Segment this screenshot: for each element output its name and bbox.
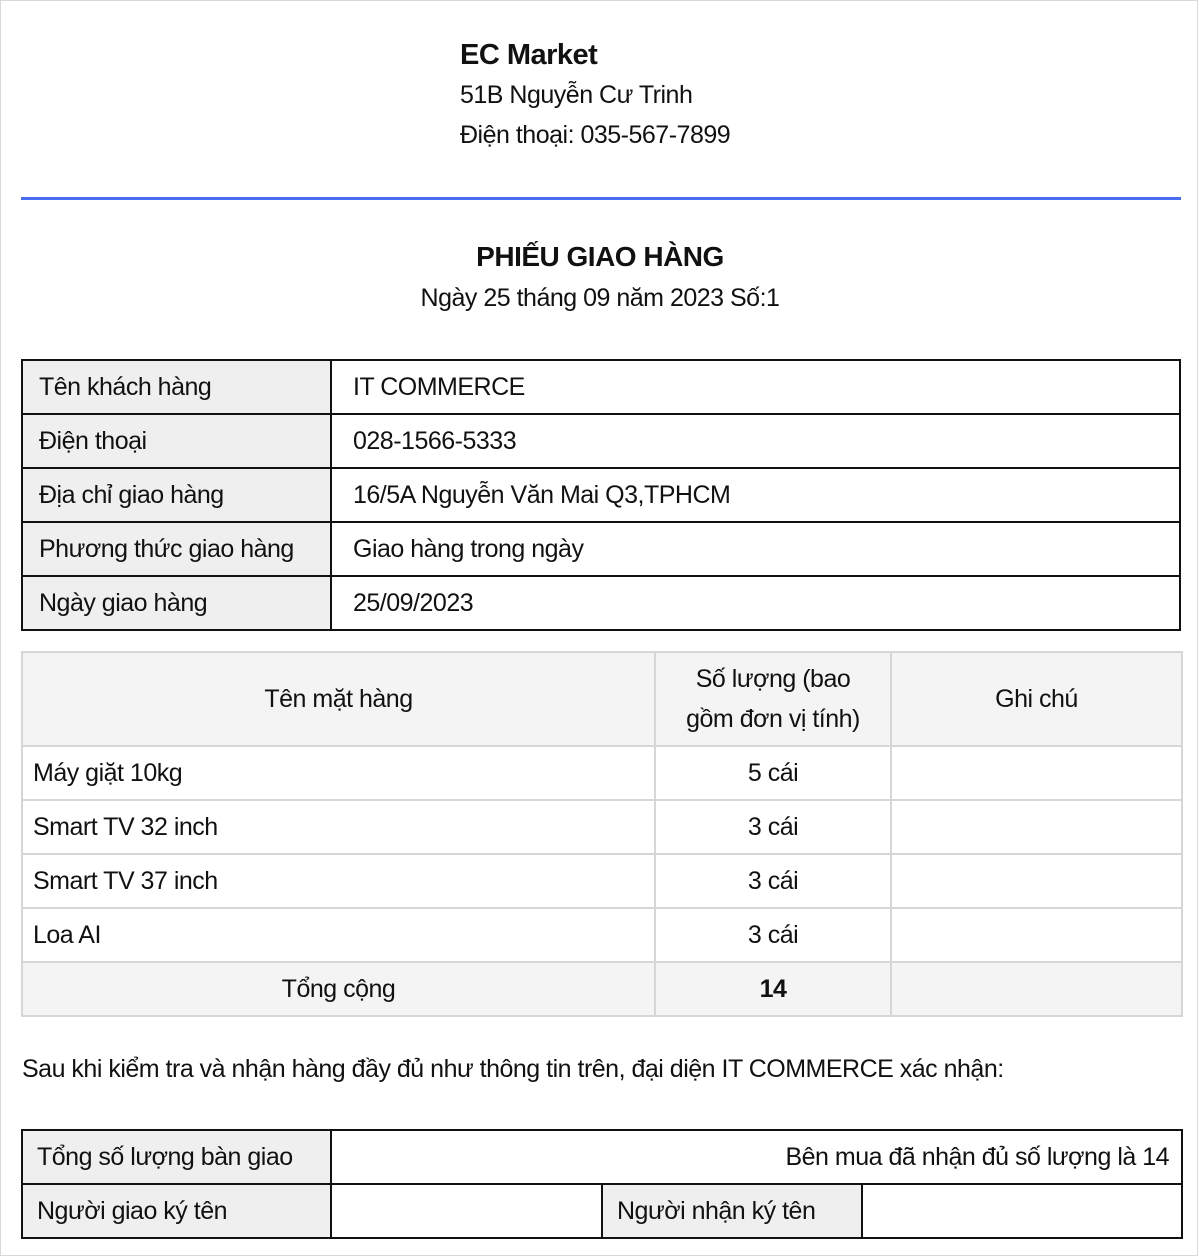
company-phone: Điện thoại: 035-567-7899 — [460, 121, 731, 149]
item-name-header: Tên mặt hàng — [22, 652, 655, 746]
item-qty-header-line1: Số lượng (bao — [695, 665, 851, 693]
items-table — [21, 651, 1183, 1017]
deliverer-signature-label: Người giao ký tên — [22, 1184, 331, 1238]
item-qty-header-line2: gồm đơn vị tính) — [686, 705, 860, 733]
receiver-signature-field[interactable] — [862, 1184, 1182, 1238]
confirmation-text: Sau khi kiểm tra và nhận hàng đầy đủ như thông tin trên, đại diện IT COMMERCE xác nhận: — [22, 1055, 1004, 1083]
company-name: EC Market — [460, 39, 598, 71]
item-qty: 5 cái — [655, 746, 891, 800]
deliverer-signature-field[interactable] — [331, 1184, 602, 1238]
item-qty: 3 cái — [655, 908, 891, 962]
customer-row — [22, 576, 1180, 630]
item-note — [891, 746, 1182, 800]
item-note — [891, 800, 1182, 854]
handover-table — [21, 1129, 1183, 1239]
customer-row — [22, 468, 1180, 522]
handover-total-row — [22, 1130, 1182, 1184]
items-total-note — [891, 962, 1182, 1016]
table-row — [22, 746, 1182, 800]
items-total-qty: 14 — [655, 962, 891, 1016]
delivery-method-label: Phương thức giao hàng — [22, 522, 331, 576]
handover-total-label: Tổng số lượng bàn giao — [22, 1130, 331, 1184]
items-header-row — [22, 652, 1182, 746]
document-date-number: Ngày 25 tháng 09 năm 2023 Số:1 — [420, 284, 780, 312]
customer-row — [22, 360, 1180, 414]
delivery-date-value: 25/09/2023 — [331, 576, 1180, 630]
company-address: 51B Nguyễn Cư Trinh — [460, 81, 693, 109]
item-qty-header — [655, 652, 891, 746]
table-row — [22, 800, 1182, 854]
document-title: PHIẾU GIAO HÀNG — [476, 241, 724, 272]
customer-row — [22, 414, 1180, 468]
handover-total-value: Bên mua đã nhận đủ số lượng là 14 — [331, 1130, 1182, 1184]
signature-row — [22, 1184, 1182, 1238]
customer-name-label: Tên khách hàng — [22, 360, 331, 414]
table-row — [22, 908, 1182, 962]
delivery-method-value: Giao hàng trong ngày — [331, 522, 1180, 576]
item-qty: 3 cái — [655, 800, 891, 854]
customer-name-value: IT COMMERCE — [331, 360, 1180, 414]
items-total-label: Tổng cộng — [22, 962, 655, 1016]
item-note — [891, 908, 1182, 962]
item-note-header: Ghi chú — [891, 652, 1182, 746]
delivery-address-value: 16/5A Nguyễn Văn Mai Q3,TPHCM — [331, 468, 1180, 522]
table-row — [22, 854, 1182, 908]
item-qty: 3 cái — [655, 854, 891, 908]
item-name: Smart TV 32 inch — [22, 800, 655, 854]
delivery-address-label: Địa chỉ giao hàng — [22, 468, 331, 522]
customer-phone-value: 028-1566-5333 — [331, 414, 1180, 468]
customer-phone-label: Điện thoại — [22, 414, 331, 468]
item-name: Máy giặt 10kg — [22, 746, 655, 800]
item-note — [891, 854, 1182, 908]
customer-row — [22, 522, 1180, 576]
receiver-signature-label: Người nhận ký tên — [602, 1184, 862, 1238]
item-name: Loa AI — [22, 908, 655, 962]
header-divider — [21, 197, 1181, 200]
item-name: Smart TV 37 inch — [22, 854, 655, 908]
company-header — [460, 35, 730, 155]
customer-info-table — [21, 359, 1181, 631]
items-total-row — [22, 962, 1182, 1016]
delivery-date-label: Ngày giao hàng — [22, 576, 331, 630]
